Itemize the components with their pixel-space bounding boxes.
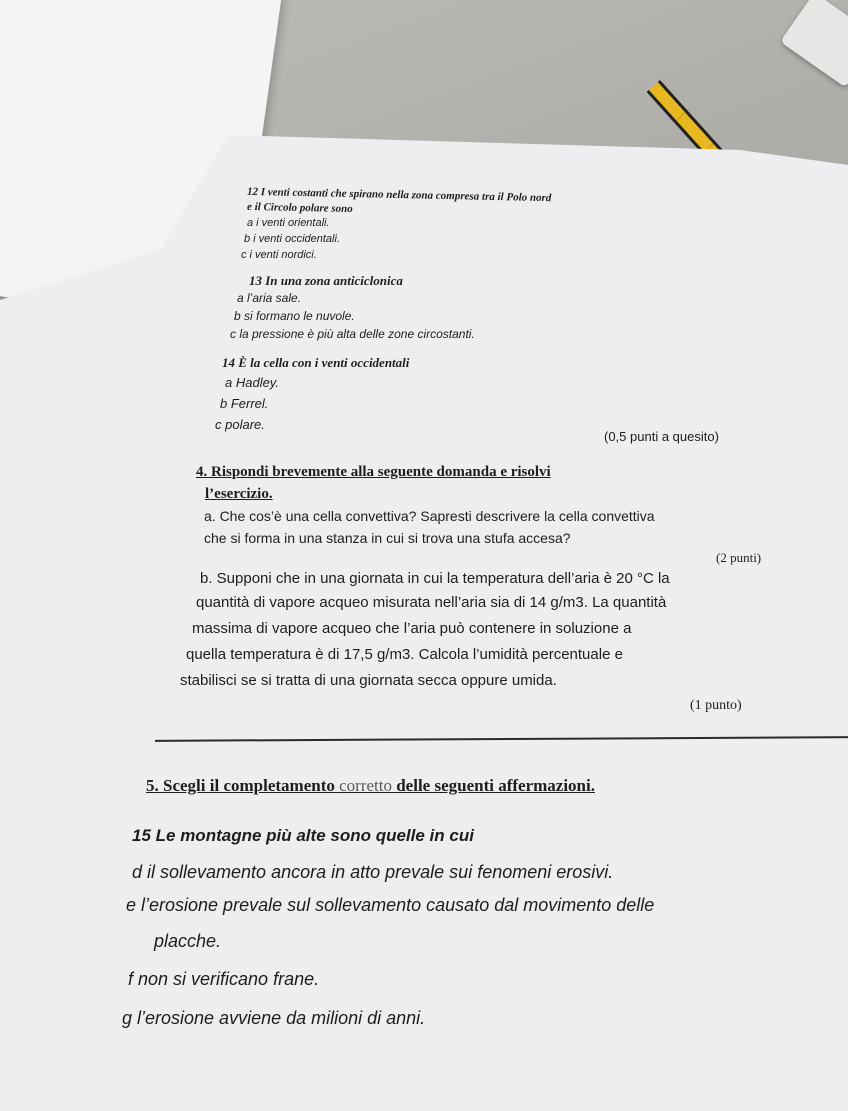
section4-b-line5: stabilisci se si tratta di una giornata secca oppure umida. (180, 672, 557, 689)
q15-option-e-line1: e l’erosione prevale sul sollevamento causato dal movimento delle (126, 895, 655, 915)
q14-option-a: a Hadley. (225, 375, 279, 390)
q13-option-c: c la pressione è più alta delle zone circostanti. (230, 327, 475, 341)
q13-stem: 13 In una zona anticiclonica (249, 273, 403, 288)
q15-option-f: f non si verificano frane. (128, 969, 320, 989)
q12-stem-line2: e il Circolo polare sono (246, 200, 353, 216)
q15-option-g: g l’erosione avviene da milioni di anni. (122, 1008, 426, 1028)
section-divider (155, 736, 848, 742)
section4-b-line3: massima di vapore acqueo che l’aria può contenere in soluzione a (192, 620, 632, 637)
section4-a-line1: a. Che cos’è una cella convettiva? Sapresti descrivere la cella convettiva (204, 508, 655, 524)
section4-b-line1: b. Supponi che in una giornata in cui la temperatura dell’aria è 20 °C la (200, 570, 670, 587)
points-note: (0,5 punti a quesito) (604, 429, 719, 444)
q12-stem-line1: 12 I venti costanti che spirano nella zona compresa tra il Polo nord (246, 185, 552, 205)
section5-heading-part1: 5. Scegli il completamento (146, 776, 340, 795)
section4-heading-line1: 4. Rispondi brevemente alla seguente domanda e risolvi (196, 464, 551, 480)
q12-option-c: c i venti nordici. (241, 249, 317, 261)
section4-b-line4: quella temperatura è di 17,5 g/m3. Calcola l’umidità percentuale e (186, 646, 623, 663)
section4-b-points: (1 punto) (690, 698, 742, 713)
q12-option-b: b i venti occidentali. (244, 233, 340, 245)
q14-stem: 14 È la cella con i venti occidentali (222, 355, 410, 370)
q14-option-c: c polare. (215, 417, 265, 432)
q15-option-e-line2: placche. (154, 931, 222, 951)
q13-option-b: b si formano le nuvole. (234, 309, 355, 323)
q14-option-b: b Ferrel. (220, 396, 269, 411)
section5-heading-part2: corretto (339, 776, 392, 795)
section4-heading-line2: l’esercizio. (205, 486, 273, 502)
q13-option-a: a l’aria sale. (237, 291, 302, 305)
q12-option-a: a i venti orientali. (247, 217, 330, 229)
section4-a-line2: che si forma in una stanza in cui si trova una stufa accesa? (204, 530, 571, 546)
section5-heading-part3: delle seguenti affermazioni. (391, 776, 595, 795)
section5-heading (146, 776, 595, 796)
q15-option-d: d il sollevamento ancora in atto prevale sui fenomeni erosivi. (132, 862, 614, 882)
q15-stem: 15 Le montagne più alte sono quelle in cui (132, 826, 474, 845)
section4-a-points: (2 punti) (716, 550, 762, 565)
section4-b-line2: quantità di vapore acqueo misurata nell’aria sia di 14 g/m3. La quantità (196, 594, 667, 611)
